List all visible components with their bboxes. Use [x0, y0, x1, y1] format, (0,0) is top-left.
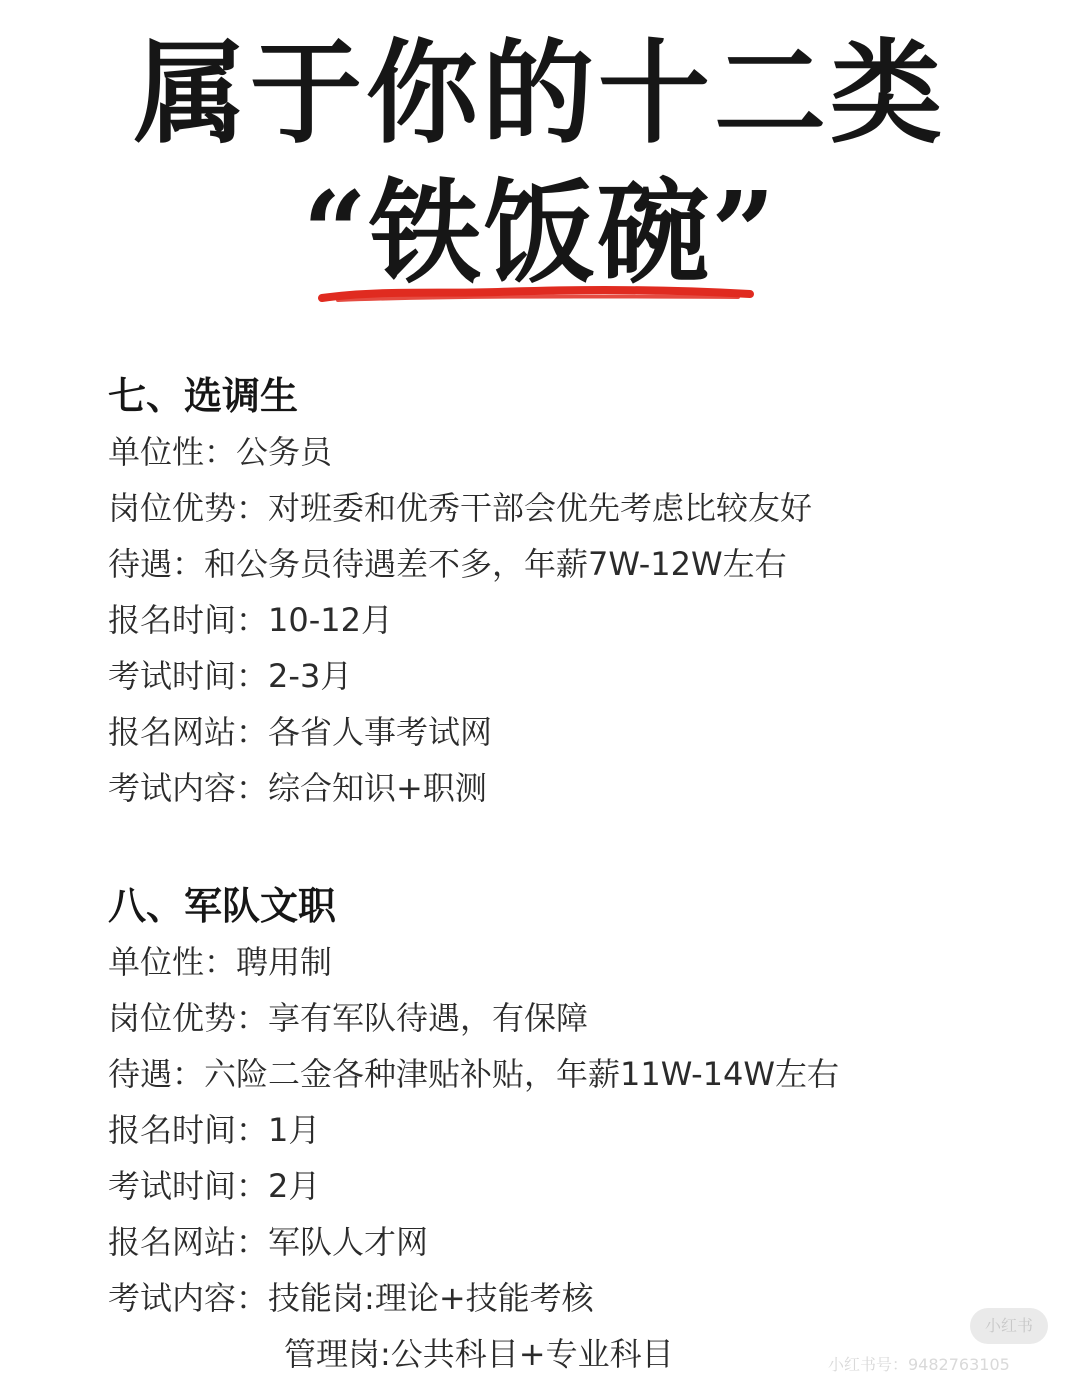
row-label: 考试时间 — [108, 1167, 237, 1205]
row-label: 报名网站 — [108, 1223, 237, 1261]
row-label: 待遇 — [108, 1055, 173, 1093]
row-separator: ： — [236, 657, 269, 695]
row-separator: ： — [236, 713, 269, 751]
row-separator: ： — [236, 1167, 269, 1205]
info-row-website — [108, 1214, 839, 1270]
info-row-advantage — [108, 480, 812, 536]
row-label: 考试内容 — [108, 1279, 237, 1317]
row-value: 2-3月 — [268, 657, 353, 695]
info-row-registration-time — [108, 1102, 839, 1158]
info-row-registration-time — [108, 592, 812, 648]
info-row-exam-content — [108, 1270, 839, 1326]
row-value: 六险二金各种津贴补贴，年薪11W-14W左右 — [204, 1055, 840, 1093]
row-label: 报名时间 — [108, 1111, 237, 1149]
info-row-salary — [108, 1046, 839, 1102]
watermark-badge: 小红书 — [970, 1308, 1048, 1344]
row-label: 单位性 — [108, 943, 205, 981]
section-junduiwenzhi — [108, 878, 839, 1382]
row-value: 和公务员待遇差不多，年薪7W-12W左右 — [204, 545, 787, 583]
row-separator: ： — [236, 769, 269, 807]
row-value: 1月 — [268, 1111, 321, 1149]
info-row-exam-content — [108, 760, 812, 816]
page-title-line2: “铁饭碗” — [302, 168, 778, 299]
row-separator: ： — [236, 999, 269, 1037]
row-separator: ： — [172, 545, 205, 583]
row-value: 综合知识+职测 — [268, 769, 487, 807]
row-value: 技能岗:理论+技能考核 — [268, 1279, 594, 1317]
watermark-text: 小红书号：9482763105 — [828, 1355, 1010, 1374]
row-label: 岗位优势 — [108, 489, 237, 527]
row-value: 2月 — [268, 1167, 321, 1205]
info-row-advantage — [108, 990, 839, 1046]
row-value: 对班委和优秀干部会优先考虑比较友好 — [268, 489, 813, 527]
row-value: 10-12月 — [268, 601, 394, 639]
row-separator: ： — [204, 433, 237, 471]
row-value: 各省人事考试网 — [268, 713, 493, 751]
row-separator: ： — [236, 1279, 269, 1317]
page-title-line1: 属于你的十二类 — [134, 28, 946, 159]
red-brush-underline — [318, 282, 758, 306]
row-separator: ： — [236, 489, 269, 527]
info-row-unit — [108, 424, 812, 480]
info-row-unit — [108, 934, 839, 990]
row-label: 考试时间 — [108, 657, 237, 695]
info-row-exam-time — [108, 1158, 839, 1214]
info-row-website — [108, 704, 812, 760]
row-label: 待遇 — [108, 545, 173, 583]
section-heading: 八、军队文职 — [108, 883, 337, 928]
row-label: 考试内容 — [108, 769, 237, 807]
row-label: 报名时间 — [108, 601, 237, 639]
row-label: 岗位优势 — [108, 999, 237, 1037]
row-label: 报名网站 — [108, 713, 237, 751]
row-value: 军队人才网 — [268, 1223, 429, 1261]
info-row-exam-time — [108, 648, 812, 704]
row-value: 公务员 — [236, 433, 333, 471]
row-separator: ： — [236, 1223, 269, 1261]
row-separator: ： — [236, 601, 269, 639]
section-xuandiaosheng — [108, 368, 812, 816]
section-heading: 七、选调生 — [108, 373, 299, 418]
info-row-salary — [108, 536, 812, 592]
row-separator: ： — [172, 1055, 205, 1093]
row-value: 聘用制 — [236, 943, 333, 981]
row-label: 单位性 — [108, 433, 205, 471]
row-separator: ： — [204, 943, 237, 981]
row-separator: ： — [236, 1111, 269, 1149]
info-row-exam-content-continuation: 管理岗:公共科目+专业科目 — [284, 1335, 674, 1373]
row-value: 享有军队待遇，有保障 — [268, 999, 589, 1037]
